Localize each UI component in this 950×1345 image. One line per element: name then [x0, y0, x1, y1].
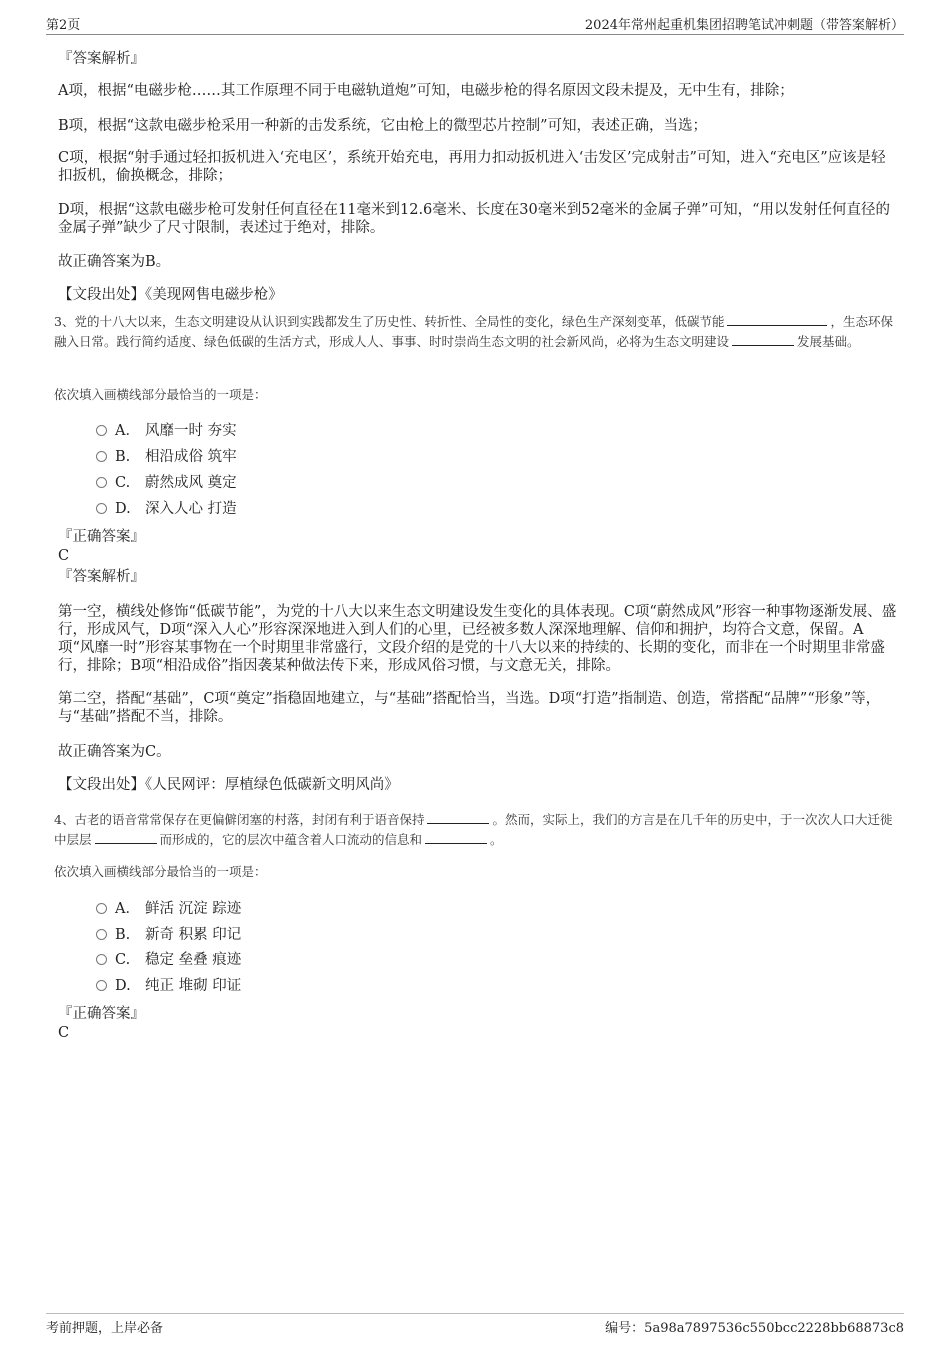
q3-option-a[interactable]: A． 风靡一时 夯实 — [96, 421, 237, 441]
radio-icon[interactable] — [96, 980, 107, 991]
radio-icon[interactable] — [96, 451, 107, 462]
q2-analysis-c: C项，根据“射手通过轻扣扳机进入‘充电区’，系统开始充电，再用力扣动扳机进入‘击发区’完成射击”可知，进入“充电区”应该是轻扣扳机，偷换概念，排除； — [58, 150, 886, 184]
page-footer — [46, 1313, 904, 1336]
q4-answer-title: 『正确答案』 — [58, 1006, 145, 1022]
q3-option-d[interactable]: D. 深入人心 打造 — [96, 499, 237, 519]
q4-blank-3 — [425, 831, 487, 844]
q2-analysis-a: A项，根据“电磁步枪……其工作原理不同于电磁轨道炮”可知，电磁步枪的得名原因文段未提及，无中生有，排除； — [58, 83, 794, 99]
radio-icon[interactable] — [96, 477, 107, 488]
q4-option-d[interactable]: D. 纯正 堆砌 印证 — [96, 976, 241, 996]
q4-stem: 4、古老的语音常常保存在更偏僻闭塞的村落，封闭有利于语音保持 。然而，实际上，我们的方言是在几千年的历史中，于一次次人口大迁徙中层层 而形成的，它的层次中蕴含着人口流动的信息和 。 — [54, 812, 893, 847]
q3-answer-title: 『正确答案』 — [58, 529, 145, 545]
page-header — [46, 14, 904, 35]
q3-conclusion: 故正确答案为C。 — [58, 744, 171, 760]
q4-answer: C — [58, 1025, 70, 1041]
q4-option-a[interactable]: A． 鲜活 沉淀 踪迹 — [96, 899, 241, 919]
q4-prompt: 依次填入画横线部分最恰当的一项是： — [54, 864, 267, 879]
q3-answer: C — [58, 548, 70, 564]
q3-source: 【文段出处】《人民网评：厚植绿色低碳新文明风尚》 — [58, 777, 399, 793]
radio-icon[interactable] — [96, 425, 107, 436]
q3-analysis-para-2: 第二空，搭配“基础”，C项“奠定”指稳固地建立，与“基础”搭配恰当，当选。D项“打造”指制造、创造，常搭配“品牌”“形象”等，与“基础”搭配不当，排除。 — [58, 691, 881, 725]
q3-option-b[interactable]: B. 相沿成俗 筑牢 — [96, 447, 237, 467]
q4-option-c[interactable]: C. 稳定 垒叠 痕迹 — [96, 950, 241, 970]
footer-slogan: 考前押题，上岸必备 — [46, 1321, 164, 1336]
radio-icon[interactable] — [96, 903, 107, 914]
q2-analysis-b: B项，根据“这款电磁步枪采用一种新的击发系统，它由枪上的微型芯片控制”可知，表述正确，当选； — [58, 118, 707, 134]
q3-analysis-para-1: 第一空，横线处修饰“低碳节能”，为党的十八大以来生态文明建设发生变化的具体表现。C项“蔚然成风”形容一种事物逐渐发展、盛行，形成风气，D项“深入人心”形容深深地进入到人们的心里，已经被多数人深深地理解、信仰和拥护，均符合文意，保留。A项“风靡一时”形容某事物在一个时期里非常盛行，文段介绍的是党的十八大以来的持续的、长期的变化，而非在一个时期里非常盛行，排除；B项“相沿成俗”指因袭某种做法传下来，形成风俗习惯，与文意无关，排除。 — [58, 604, 897, 674]
q2-conclusion: 故正确答案为B。 — [58, 254, 171, 270]
q4-blank-1 — [427, 811, 489, 824]
q4-option-b[interactable]: B. 新奇 积累 印记 — [96, 925, 241, 945]
q3-blank-2 — [732, 333, 794, 346]
q4-blank-2 — [95, 831, 157, 844]
q2-analysis-title: 『答案解析』 — [58, 51, 145, 67]
radio-icon[interactable] — [96, 954, 107, 965]
q3-option-c[interactable]: C. 蔚然成风 奠定 — [96, 473, 237, 493]
q2-source: 【文段出处】《美现网售电磁步枪》 — [58, 287, 283, 303]
q3-stem: 3、党的十八大以来，生态文明建设从认识到实践都发生了历史性、转折性、全局性的变化，绿色生产深刻变革，低碳节能 ，生态环保融入日常。践行简约适度、绿色低碳的生活方式，形成人人、事事、时时崇尚生态文明的社会新风尚，必将为生态文明建设 发展基础。 — [54, 314, 893, 349]
document-code: 编号：5a98a7897536c550bcc2228bb68873c8 — [605, 1321, 904, 1336]
document-title: 2024年常州起重机集团招聘笔试冲刺题（带答案解析） — [584, 18, 904, 33]
radio-icon[interactable] — [96, 929, 107, 940]
q2-analysis-d: D项，根据“这款电磁步枪可发射任何直径在11毫米到12.6毫米、长度在30毫米到52毫米的金属子弹”可知，“用以发射任何直径的金属子弹”缺少了尺寸限制，表述过于绝对，排除。 — [58, 202, 890, 236]
radio-icon[interactable] — [96, 503, 107, 514]
q3-analysis-title: 『答案解析』 — [58, 569, 145, 585]
q3-blank-1 — [727, 313, 827, 326]
q3-prompt: 依次填入画横线部分最恰当的一项是： — [54, 387, 267, 402]
page-number: 第2页 — [46, 18, 81, 33]
